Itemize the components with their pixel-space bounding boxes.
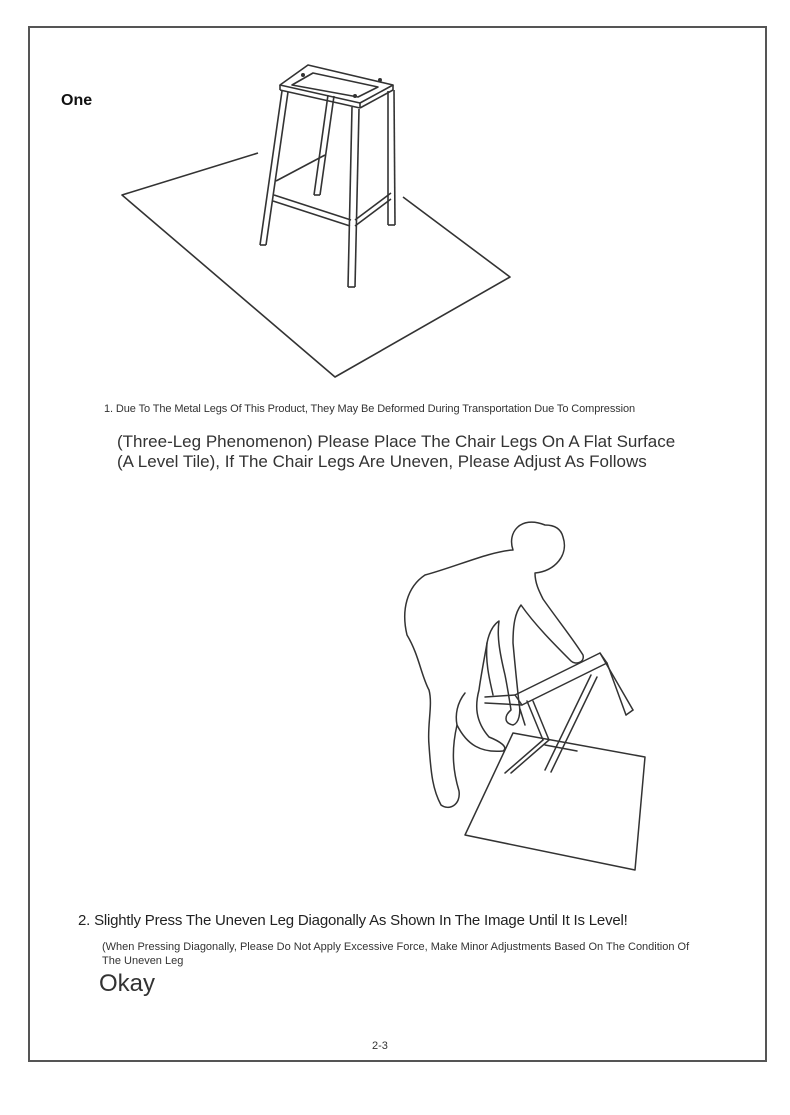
person-adjusting-stool-illustration [395,515,655,880]
step-1-text: 1. Due To The Metal Legs Of This Product, They May Be Deformed During Transportation Due To Compression [104,403,636,415]
step-2-note: (When Pressing Diagonally, Please Do Not Apply Excessive Force, Make Minor Adjustments Based On The Condition Of The Uneven Leg [102,941,690,967]
step-1-detail-line-1: (Three-Leg Phenomenon) Please Place The Chair Legs On A Flat Surface [117,432,676,451]
section-label: One [61,92,93,109]
step-2-text: 2. Slightly Press The Uneven Leg Diagonally As Shown In The Image Until It Is Level! [78,912,628,929]
step-1-detail [117,432,675,472]
stool-on-floor-illustration [110,55,530,385]
step-1-detail-line-2: (A Level Tile), If The Chair Legs Are Uneven, Please Adjust As Follows [117,452,647,471]
result-okay-label: Okay [99,970,156,997]
page-number: 2-3 [372,1040,388,1052]
